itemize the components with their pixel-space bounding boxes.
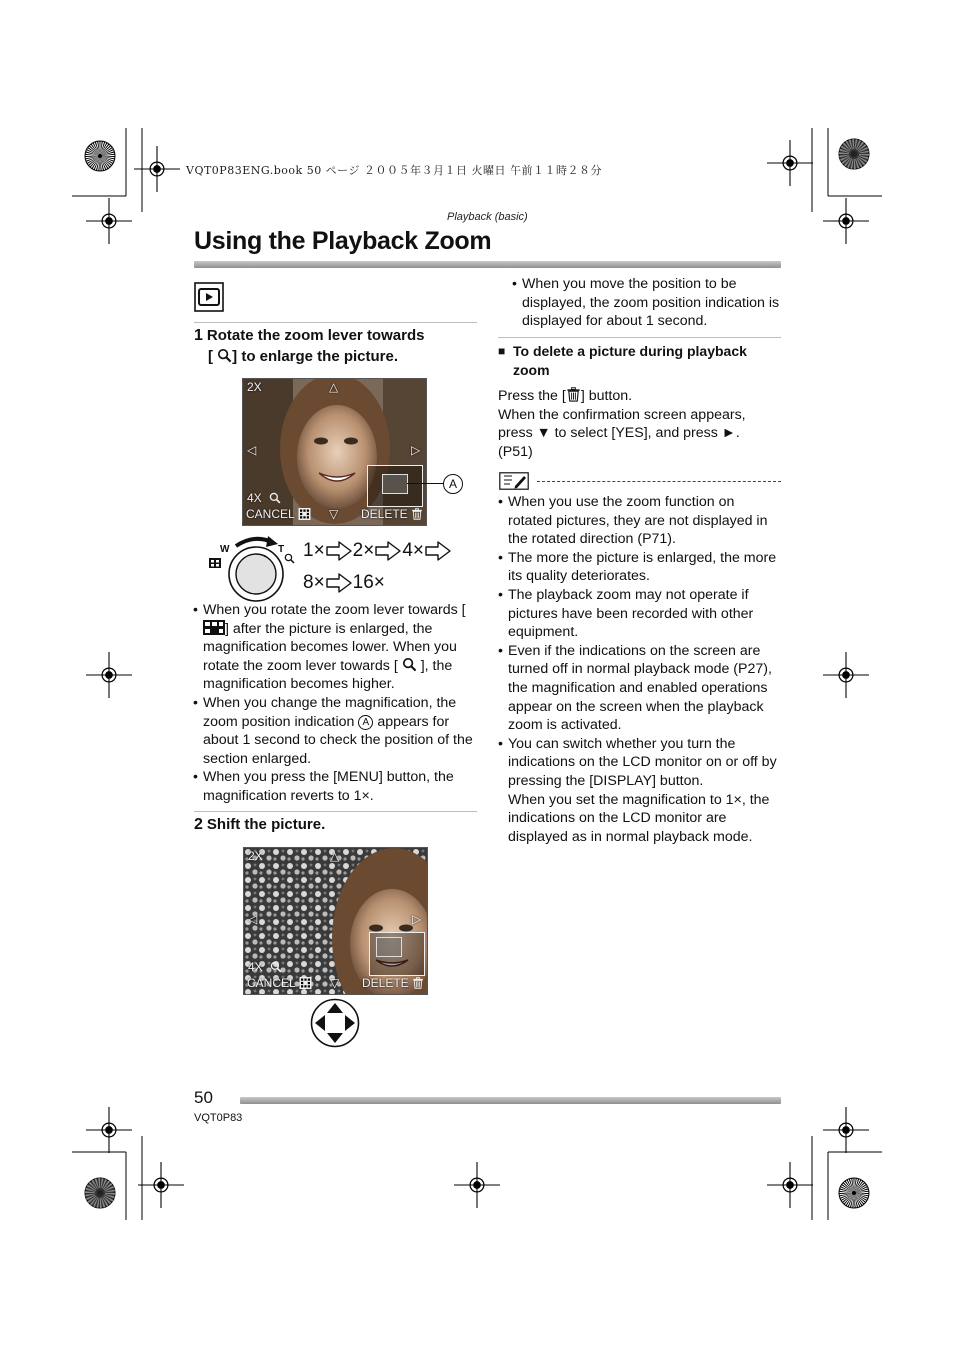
lcd-1-zoom-label	[247, 491, 281, 505]
lcd-2-multi-icon	[299, 977, 312, 989]
lcd-1-delete	[361, 507, 423, 521]
delete-heading: ■ To delete a picture during playback zoom	[498, 343, 747, 378]
bullet-zoom-lever	[193, 601, 475, 694]
zoom-step-16x: 16×	[352, 572, 385, 593]
lever-w-label: W	[220, 544, 230, 555]
note-display-button	[498, 735, 780, 847]
zoom-step-2x: 2×	[352, 540, 375, 561]
lcd-2-delete-label: DELETE	[362, 976, 409, 990]
arrow-icon	[375, 541, 401, 561]
page-number: 50	[194, 1088, 213, 1107]
lcd-1-up-arrow: △	[329, 380, 339, 394]
lcd-2-magnify-icon	[270, 961, 282, 973]
callout-a-letter: A	[448, 477, 457, 491]
trim-line-info: VQT0P83ENG.book 50 ページ ２００５年３月１日 火曜日 午前１１時２８分	[186, 164, 602, 177]
divider-left-mid	[194, 811, 477, 812]
zoom-step-1x: 1×	[303, 540, 325, 561]
cursor-button-icon	[310, 998, 360, 1048]
lcd-2-left-arrow: ◁	[248, 912, 258, 926]
magnify-icon	[402, 657, 417, 672]
lcd-2-down-arrow: ▽	[330, 976, 340, 990]
arrow-icon	[326, 541, 352, 561]
step-1-number: 1	[194, 327, 203, 344]
lcd-2-right-arrow: ▷	[412, 912, 422, 926]
lcd-2-trash-icon	[412, 977, 424, 989]
right-top-bullet	[512, 275, 780, 331]
callout-line	[407, 483, 444, 484]
magnify-icon	[217, 348, 232, 363]
note-5-a: You can switch whether you turn the indications on the LCD monitor on or off by pressing the [DISPLAY] button.	[508, 735, 777, 789]
lcd-1-multi-icon	[298, 508, 311, 520]
section-label: Playback (basic)	[447, 211, 528, 223]
step-1-heading	[194, 325, 484, 367]
lcd-1-cancel	[246, 507, 311, 521]
title-underline-bar	[194, 261, 781, 268]
lever-t-label: T	[278, 544, 285, 555]
note-dashed-line	[537, 481, 781, 482]
notes-list	[498, 493, 780, 846]
bullet-2-text-a: When you change the magnification, the zoom position indication	[203, 694, 457, 730]
zoom-position-indicator-2	[369, 932, 425, 976]
lcd-1-left-arrow: ◁	[247, 443, 257, 457]
step-1-line2: ] to enlarge the picture.	[232, 348, 399, 365]
lever-tele-magnify-icon	[284, 553, 295, 564]
lcd-2-delete	[362, 976, 424, 990]
bullet-1-text-d: ], the magnification becomes higher.	[203, 657, 453, 693]
delete-heading-text: To delete a picture during playback zoom	[513, 343, 747, 378]
zoom-sequence-row-1	[303, 540, 452, 562]
note-rotated: • When you use the zoom function on rotated pictures, they are not displayed in the rotated direction (P71).	[498, 493, 780, 549]
lcd-1-down-arrow: ▽	[329, 507, 339, 521]
lcd-1-zoom-value: 4X	[247, 491, 262, 505]
left-bullets	[193, 601, 475, 806]
note-5-b: When you set the magnification to 1×, the indications on the LCD monitor are displayed as in normal playback mode.	[508, 791, 770, 845]
zoom-sequence-row-2	[303, 572, 385, 594]
lcd-2-zoom-label	[248, 960, 282, 974]
bullet-menu-revert: • When you press the [MENU] button, the magnification reverts to 1×.	[193, 768, 475, 805]
page-title: Using the Playback Zoom	[194, 227, 492, 255]
callout-a-inline	[358, 715, 373, 730]
lcd-2-magnification: 2X	[248, 849, 263, 863]
lcd-1-cancel-label: CANCEL	[246, 507, 295, 521]
step-2-number: 2	[194, 816, 203, 833]
lcd-1-magnification: 2X	[247, 380, 262, 394]
multi-playback-icon	[203, 620, 225, 635]
doc-code: VQT0P83	[194, 1112, 243, 1124]
lcd-2-cancel-label: CANCEL	[247, 976, 296, 990]
lcd-2-cancel	[247, 976, 312, 990]
lcd-1-magnify-icon	[269, 492, 281, 504]
divider-left-top	[194, 322, 477, 323]
bullet-1-text-a: When you rotate the zoom lever towards	[203, 602, 458, 618]
divider-right-top	[498, 337, 781, 338]
lcd-1-trash-icon	[411, 508, 423, 520]
callout-a	[443, 474, 463, 494]
note-other-equipment: • The playback zoom may not operate if pictures have been recorded with other equipment.	[498, 586, 780, 642]
bullet-1-text-c: ] after the picture is enlarged, the magnification becomes lower. When you rotate the zoom lever towards [	[203, 620, 457, 674]
footer-bar	[240, 1097, 781, 1104]
delete-p1-a: Press the [	[498, 388, 566, 404]
arrow-icon	[425, 541, 451, 561]
bullet-2-text-b: appears for about 1 second to check the position of the section enlarged.	[203, 713, 473, 767]
lcd-1-right-arrow: ▷	[411, 443, 421, 457]
bullet-zoom-position	[193, 694, 475, 768]
lcd-1-delete-label: DELETE	[361, 507, 408, 521]
zoom-position-indicator	[367, 465, 423, 507]
step-1-line1: Rotate the zoom lever towards	[206, 327, 425, 344]
trash-icon	[566, 387, 581, 402]
zoom-step-8x: 8×	[303, 572, 325, 593]
note-indications-off: • Even if the indications on the screen are turned off in normal playback mode (P27), the magnification and enabled operations appear on the screen when the playback zoom is activated.	[498, 642, 780, 735]
zoom-step-4x: 4×	[402, 540, 425, 561]
zoom-lever-diagram	[206, 530, 302, 602]
bullet-move-position: • When you move the position to be displayed, the zoom position indication is displayed for about 1 second.	[512, 275, 780, 331]
lcd-2-zoom-value: 4X	[248, 960, 263, 974]
bullet-1-text-b: [	[461, 602, 466, 618]
playback-mode-icon	[194, 282, 224, 312]
delete-step-2: When the confirmation screen appears, press ▼ to select [YES], and press ►. (P51)	[498, 406, 746, 460]
delete-p1-b: ] button.	[580, 388, 633, 404]
delete-instructions	[498, 387, 776, 461]
note-icon	[499, 472, 529, 490]
lcd-2-up-arrow: △	[330, 849, 340, 863]
delete-step-1	[498, 387, 776, 406]
lcd-screen-1	[242, 378, 427, 526]
arrow-icon	[326, 573, 352, 593]
step-1-bracket-open: [	[208, 348, 213, 365]
note-quality: • The more the picture is enlarged, the more its quality deteriorates.	[498, 549, 780, 586]
callout-a-inline-letter: A	[362, 716, 370, 728]
step-2-heading	[194, 814, 325, 835]
step-2-text: Shift the picture.	[206, 816, 326, 833]
lcd-screen-2	[243, 847, 428, 995]
